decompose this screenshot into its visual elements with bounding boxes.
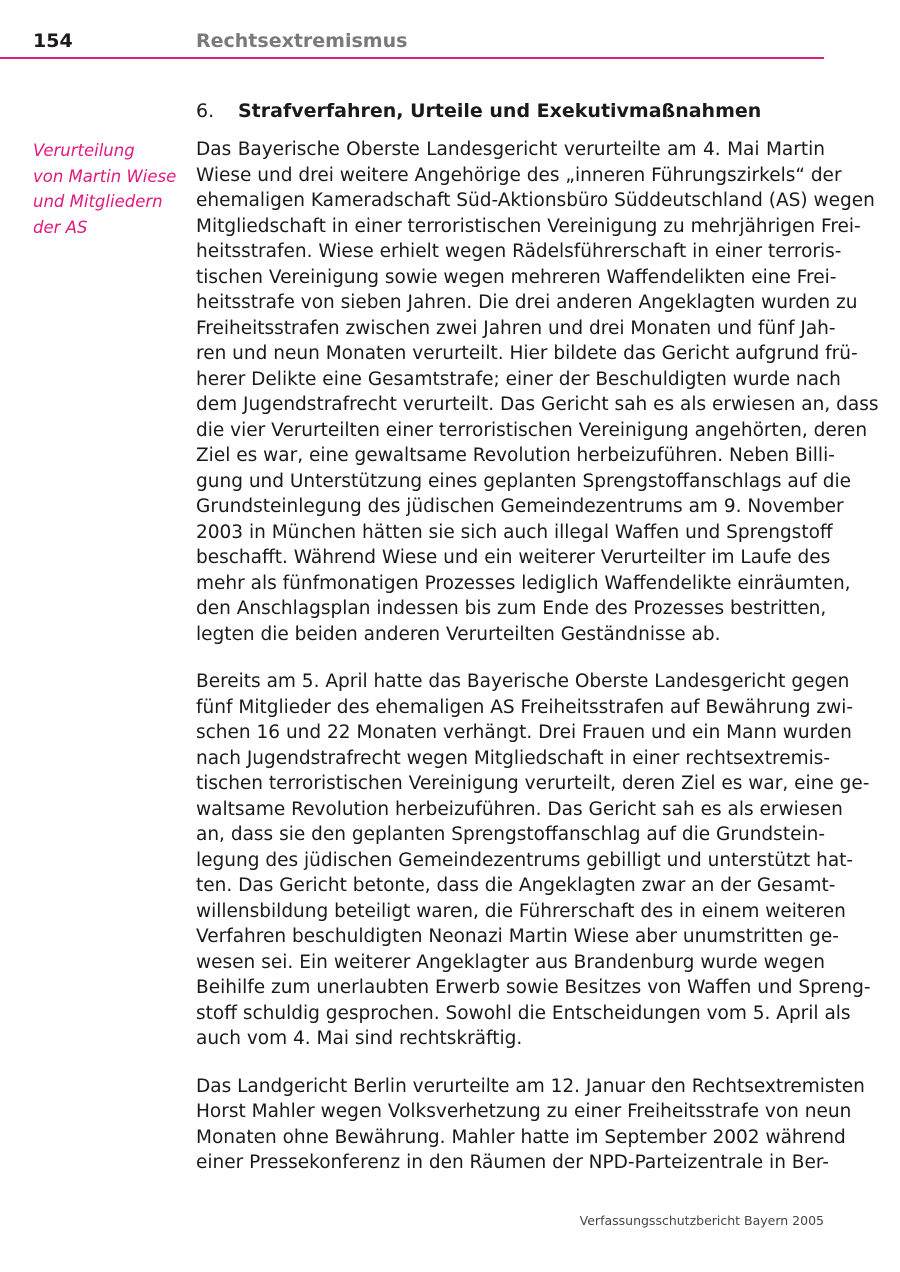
margin-note-line: von Martin Wiese	[33, 166, 177, 186]
section-number: 6.	[196, 100, 215, 122]
text-line: beschafft. Während Wiese und ein weiterer Verurteilter im Laufe des	[196, 547, 831, 568]
text-line: ten. Das Gericht betonte, dass die Angeklagten zwar an der Gesamt-	[196, 875, 836, 896]
paragraph-mahler	[196, 1074, 865, 1176]
text-line: dem Jugendstrafrecht verurteilt. Das Gericht sah es als erwiesen an, dass	[196, 394, 879, 415]
text-line: Freiheitsstrafen zwischen zwei Jahren und drei Monaten und fünf Jah-	[196, 317, 836, 339]
margin-note-line: Verurteilung	[33, 141, 135, 160]
text-line: herer Delikte eine Gesamtstrafe; einer der Beschuldigten wurde nach	[196, 368, 841, 390]
header-rule	[0, 57, 824, 59]
running-head: Rechtsextremismus	[196, 30, 408, 52]
text-line: nach Jugendstrafrecht wegen Mitgliedschaft in einer rechtsextremis-	[196, 747, 831, 769]
page-number: 154	[33, 30, 73, 52]
text-line: heitsstrafe von sieben Jahren. Die drei anderen Angeklagten wurden zu	[196, 292, 858, 313]
text-line: mehr als fünfmonatigen Prozesses lediglich Waffendelikte einräumten,	[196, 572, 851, 594]
paragraph-urteil-april	[196, 669, 871, 1052]
text-line: Verfahren beschuldigten Neonazi Martin Wiese aber unumstritten ge-	[196, 926, 839, 947]
body-text	[196, 137, 879, 1198]
text-line: tischen Vereinigung sowie wegen mehreren Waffendelikten eine Frei-	[196, 266, 837, 288]
text-line: Mitgliedschaft in einer terroristischen Vereinigung zu mehrjährigen Frei-	[196, 215, 861, 237]
text-line: fünf Mitglieder des ehemaligen AS Freiheitsstrafen auf Bewährung zwi-	[196, 696, 854, 718]
text-line: Ziel es war, eine gewaltsame Revolution herbeizuführen. Neben Billi-	[196, 445, 835, 466]
text-line: tischen terroristischen Vereinigung verurteilt, deren Ziel es war, eine ge-	[196, 773, 870, 794]
text-line: 2003 in München hätten sie sich auch illegal Waffen und Sprengstoff	[196, 521, 833, 543]
text-line: Bereits am 5. April hatte das Bayerische Oberste Landesgericht gegen	[196, 671, 850, 692]
text-line: gung und Unterstützung eines geplanten Sprengstoffanschlags auf die	[196, 470, 852, 492]
text-line: Grundsteinlegung des jüdischen Gemeindezentrums am 9. November	[196, 496, 844, 517]
text-line: waltsame Revolution herbeizuführen. Das Gericht sah es als erwiesen	[196, 798, 843, 820]
text-line: ehemaligen Kameradschaft Süd-Aktionsbüro Süddeutschland (AS) wegen	[196, 190, 875, 211]
text-line: Beihilfe zum unerlaubten Erwerb sowie Besitzes von Waffen und Spreng-	[196, 977, 871, 998]
text-line: Horst Mahler wegen Volksverhetzung zu einer Freiheitsstrafe von neun	[196, 1101, 852, 1122]
section-heading	[196, 98, 836, 124]
text-line: Das Bayerische Oberste Landesgericht verurteilte am 4. Mai Martin	[196, 139, 825, 160]
text-line: legten die beiden anderen Verurteilten Geständnisse ab.	[196, 623, 721, 645]
text-line: willensbildung beteiligt waren, die Führerschaft des in einem weiteren	[196, 900, 846, 922]
text-line: legung des jüdischen Gemeindezentrums gebilligt und unterstützt hat-	[196, 849, 854, 871]
text-line: ren und neun Monaten verurteilt. Hier bildete das Gericht aufgrund frü-	[196, 343, 858, 364]
paragraph-verurteilung-wiese	[196, 137, 879, 647]
text-line: Monaten ohne Bewährung. Mahler hatte im September 2002 während	[196, 1126, 846, 1148]
footer-publication-title: Verfassungsschutzbericht Bayern 2005	[579, 1213, 824, 1228]
margin-note-line: der AS	[33, 217, 88, 237]
text-line: wesen sei. Ein weiterer Angeklagter aus Brandenburg wurde wegen	[196, 951, 825, 973]
text-line: die vier Verurteilten einer terroristischen Vereinigung angehörten, deren	[196, 419, 868, 441]
margin-note-line: und Mitgliedern	[33, 192, 163, 211]
text-line: Wiese und drei weitere Angehörige des „inneren Führungszirkels“ der	[196, 164, 842, 186]
text-line: einer Pressekonferenz in den Räumen der NPD-Parteizentrale in Ber-	[196, 1152, 829, 1173]
text-line: auch vom 4. Mai sind rechtskräftig.	[196, 1028, 523, 1049]
text-line: Das Landgericht Berlin verurteilte am 12. Januar den Rechtsextremisten	[196, 1075, 865, 1097]
text-line: schen 16 und 22 Monaten verhängt. Drei Frauen und ein Mann wurden	[196, 722, 852, 743]
text-line: stoff schuldig gesprochen. Sowohl die Entscheidungen vom 5. April als	[196, 1002, 851, 1024]
text-line: den Anschlagsplan indessen bis zum Ende des Prozesses bestritten,	[196, 598, 827, 619]
text-line: an, dass sie den geplanten Sprengstoffanschlag auf die Grundstein-	[196, 824, 825, 845]
section-title: Strafverfahren, Urteile und Exekutivmaßnahmen	[238, 100, 762, 122]
text-line: heitsstrafen. Wiese erhielt wegen Rädelsführerschaft in einer terroris-	[196, 241, 842, 262]
margin-note	[33, 138, 183, 240]
